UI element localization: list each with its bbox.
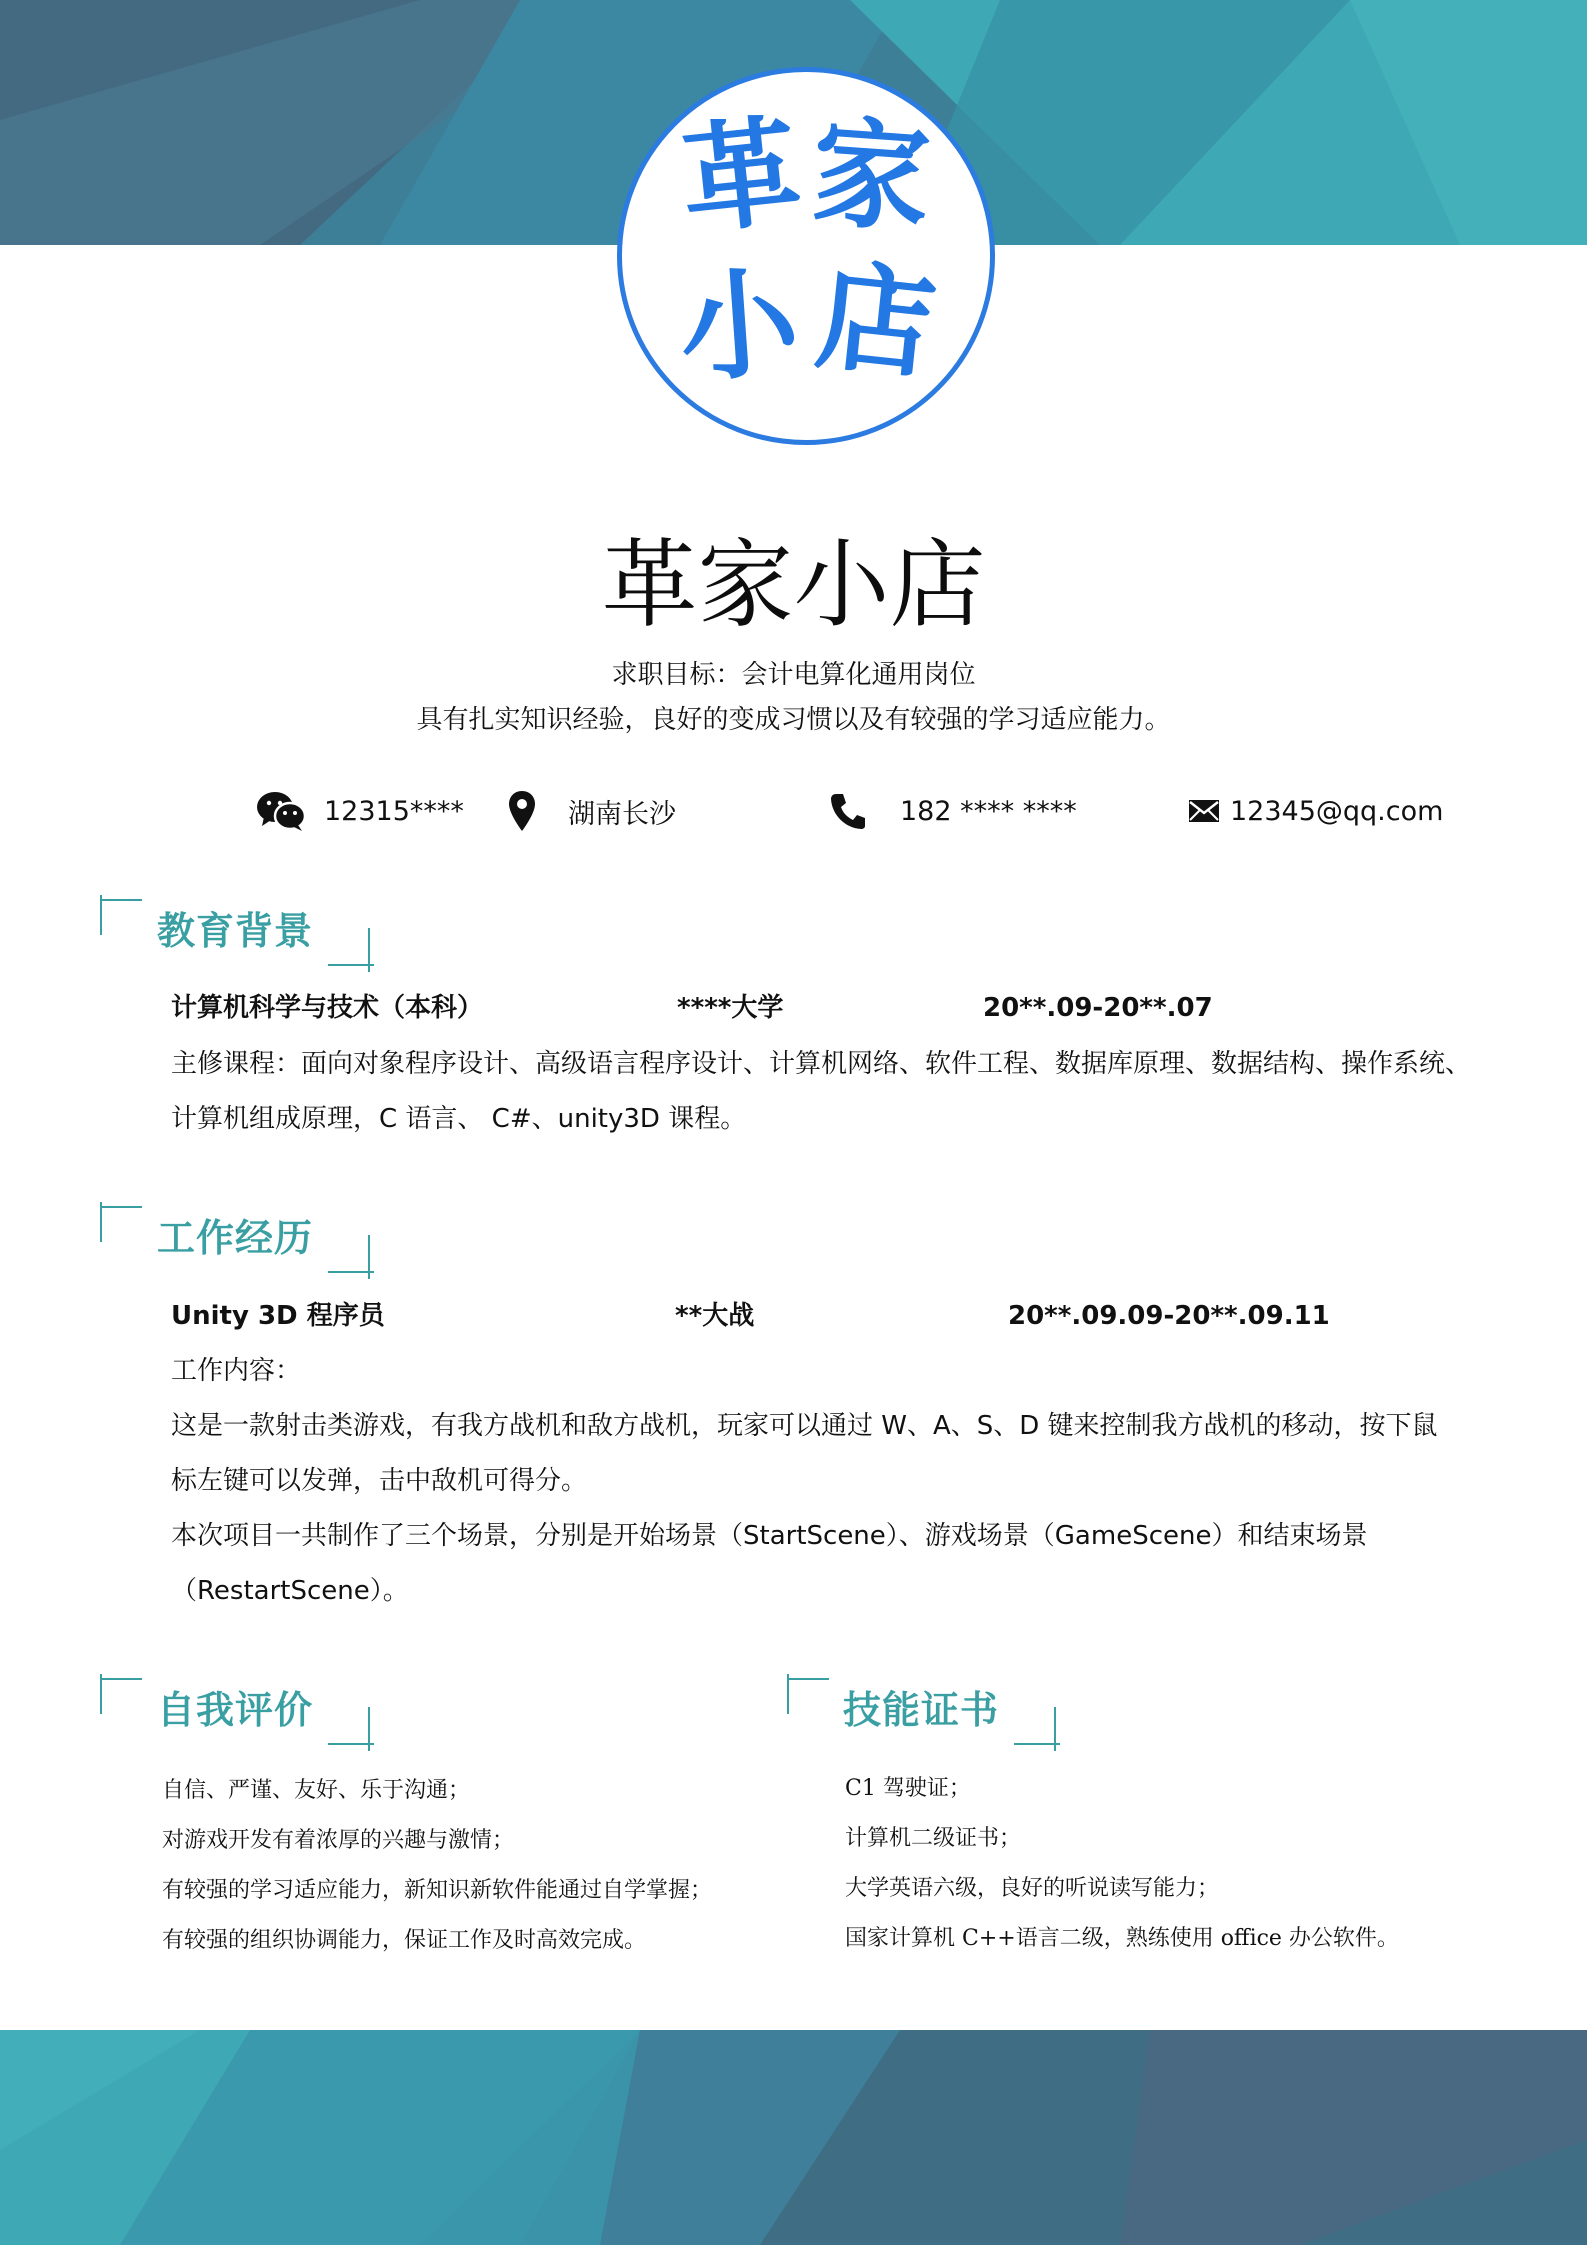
list-item: 国家计算机 C++语言二级，熟练使用 office 办公软件。 bbox=[845, 1926, 1399, 1951]
location-value: 湖南长沙 bbox=[568, 798, 676, 830]
logo-char-4: 店 bbox=[810, 245, 943, 396]
self-eval-title: 自我评价 bbox=[157, 1688, 314, 1732]
contact-email bbox=[1188, 788, 1443, 834]
certs-list bbox=[845, 1764, 1399, 1964]
footer-polygons bbox=[0, 2030, 1587, 2245]
list-item: 有较强的学习适应能力，新知识新软件能通过自学掌握； bbox=[162, 1878, 713, 1903]
list-item: 计算机二级证书； bbox=[845, 1826, 1022, 1851]
contact-wechat bbox=[256, 788, 464, 834]
work-period: 20**.09.09-20**.09.11 bbox=[1008, 1301, 1330, 1331]
education-title: 教育背景 bbox=[157, 909, 314, 953]
footer-band bbox=[0, 2030, 1587, 2245]
list-item: 自信、严谨、友好、乐于沟通； bbox=[162, 1778, 471, 1803]
phone-value: 182 **** **** bbox=[900, 795, 1077, 827]
contact-location bbox=[508, 788, 676, 834]
envelope-icon bbox=[1188, 799, 1220, 823]
list-item: 有较强的组织协调能力，保证工作及时高效完成。 bbox=[162, 1928, 647, 1953]
education-courses bbox=[171, 1037, 1501, 1147]
work-description bbox=[171, 1344, 1501, 1619]
list-item: 对游戏开发有着浓厚的兴趣与激情； bbox=[162, 1828, 515, 1853]
resume-name: 革家小店 bbox=[601, 529, 986, 641]
certs-title: 技能证书 bbox=[843, 1688, 1000, 1732]
location-pin-icon bbox=[508, 790, 536, 832]
phone-icon bbox=[830, 792, 866, 830]
work-line: 本次项目一共制作了三个场景，分别是开始场景（StartScene）、游戏场景（GameScene）和结束场景 bbox=[171, 1521, 1368, 1551]
wechat-icon bbox=[256, 790, 306, 832]
work-line: （RestartScene）。 bbox=[171, 1576, 409, 1606]
education-major: 计算机科学与技术（本科） bbox=[171, 993, 484, 1023]
list-item: C1 驾驶证； bbox=[845, 1776, 971, 1801]
list-item: 大学英语六级，良好的听说读写能力； bbox=[845, 1876, 1220, 1901]
contact-phone bbox=[830, 788, 1077, 834]
logo-char-1: 革 bbox=[675, 100, 807, 251]
profile-summary: 具有扎实知识经验，良好的变成习惯以及有较强的学习适应能力。 bbox=[416, 705, 1171, 735]
education-school: ****大学 bbox=[677, 993, 784, 1023]
work-line: 这是一款射击类游戏，有我方战机和敌方战机，玩家可以通过 W、A、S、D 键来控制我方战机的移动，按下鼠 bbox=[171, 1411, 1438, 1441]
logo-char-3: 小 bbox=[675, 252, 803, 399]
email-value: 12345@qq.com bbox=[1230, 795, 1444, 827]
courses-line: 计算机组成原理，C 语言、 C#、unity3D 课程。 bbox=[171, 1104, 747, 1134]
education-period: 20**.09-20**.07 bbox=[983, 993, 1213, 1023]
self-eval-list bbox=[162, 1766, 712, 1966]
work-role: Unity 3D 程序员 bbox=[171, 1301, 385, 1331]
job-objective: 求职目标：会计电算化通用岗位 bbox=[611, 660, 976, 690]
courses-line: 主修课程：面向对象程序设计、高级语言程序设计、计算机网络、软件工程、数据库原理、数据结构、操作系统、 bbox=[171, 1049, 1472, 1079]
wechat-value: 12315**** bbox=[324, 795, 464, 827]
work-company: **大战 bbox=[675, 1301, 755, 1331]
shop-logo bbox=[617, 67, 995, 445]
work-title: 工作经历 bbox=[157, 1216, 314, 1260]
work-line: 标左键可以发弹，击中敌机可得分。 bbox=[171, 1466, 588, 1496]
work-line: 工作内容： bbox=[171, 1356, 302, 1386]
logo-char-2: 家 bbox=[807, 102, 935, 249]
